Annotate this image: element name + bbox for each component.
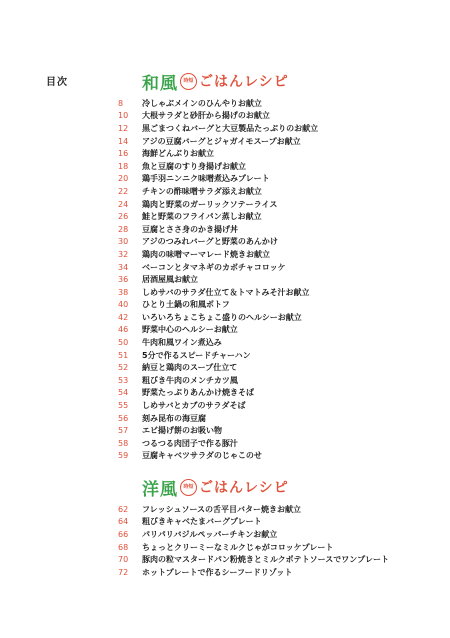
page-number: 22: [118, 186, 129, 196]
page-number: 66: [118, 529, 129, 539]
entry-title: アジの豆腐バーグとジャガイモスープお献立: [142, 136, 301, 146]
section-title-kana: ごはんレシピ: [199, 480, 289, 496]
toc-entry[interactable]: [118, 374, 318, 387]
toc-entry[interactable]: [118, 361, 318, 374]
entry-title: 豚肉の粒マスタードパン粉焼きとミルクポテトソースでワンプレート: [142, 555, 389, 565]
entry-title: つるつる肉団子で作る豚汁: [142, 438, 238, 448]
toc-entry[interactable]: [118, 399, 318, 412]
entry-title: 牛肉和風ワイン煮込み: [142, 338, 222, 348]
toc-entry[interactable]: [118, 248, 318, 261]
page-number: 8: [118, 98, 124, 108]
page-number: 68: [118, 542, 129, 552]
toc-entry[interactable]: [118, 223, 318, 236]
page-number: 57: [118, 426, 129, 436]
toc-entry[interactable]: [118, 450, 318, 463]
page-number: 58: [118, 438, 129, 448]
page-number: 52: [118, 363, 129, 373]
entry-title: ちょっとクリーミーなミルクじゃがコロッケプレート: [142, 542, 334, 552]
entry-title: エビ揚げ餅のお吸い物: [142, 426, 222, 436]
toc-entry[interactable]: [118, 349, 318, 362]
page-number: 26: [118, 212, 129, 222]
toc-entry[interactable]: [118, 122, 318, 135]
toc-entry[interactable]: [118, 412, 318, 425]
badge-label: 時短: [183, 483, 194, 490]
entry-title: 野菜たっぷりあんかけ焼きそば: [142, 388, 254, 398]
entry-title: 納豆と鶏肉のスープ仕立て: [142, 363, 238, 373]
page-number: 38: [118, 287, 129, 297]
entry-title: 鶏肉と野菜のガーリックソテーライス: [142, 199, 278, 209]
entry-title: 5分で作るスピードチャーハン: [142, 350, 251, 360]
toc-entry[interactable]: [118, 286, 318, 299]
entry-title: 黒ごまつくねバーグと大豆製品たっぷりのお献立: [142, 123, 319, 133]
section-western: [118, 476, 389, 579]
page-number: 46: [118, 325, 129, 335]
toc-entry[interactable]: [118, 566, 389, 579]
page-number: 62: [118, 504, 129, 514]
entry-title: ホットプレートで作るシーフードリゾット: [142, 567, 293, 577]
entry-title: 鶏肉の味噌マーマレード焼きお献立: [142, 249, 270, 259]
page-number: 32: [118, 249, 129, 259]
toc-entry[interactable]: [118, 336, 318, 349]
entry-title: フレッシュソースの舌平目バター焼きお献立: [142, 504, 302, 514]
page-number: 18: [118, 161, 129, 171]
entry-title: アジのつみれバーグと野菜のあんかけ: [142, 237, 278, 247]
entry-title: 野菜中心のヘルシーお献立: [142, 325, 238, 335]
entry-title: 海鮮どんぶりお献立: [142, 149, 214, 159]
page-number: 28: [118, 224, 129, 234]
entry-title: 刻み昆布の海豆腐: [142, 413, 206, 423]
section-heading: [142, 70, 318, 92]
toc-entry[interactable]: [118, 324, 318, 337]
page-number: 40: [118, 300, 129, 310]
toc-list: [118, 97, 318, 462]
toc-entry[interactable]: [118, 528, 389, 541]
entry-title: しめサバとカブのサラダそば: [142, 401, 246, 411]
section-heading: [142, 476, 389, 498]
toc-entry[interactable]: [118, 273, 318, 286]
page-number: 70: [118, 555, 129, 565]
toc-entry[interactable]: [118, 160, 318, 173]
page-number: 59: [118, 451, 129, 461]
jitan-badge-icon: [180, 479, 197, 496]
page-number: 14: [118, 136, 129, 146]
toc-entry[interactable]: [118, 210, 318, 223]
page-number: 10: [118, 111, 129, 121]
entry-title: しめサバのサラダ仕立て＆トマトみそ汁お献立: [142, 287, 310, 297]
entry-title: 冷しゃぶメインのひんやりお献立: [142, 98, 262, 108]
section-title-kanji: 和風: [142, 73, 178, 94]
toc-entry[interactable]: [118, 147, 318, 160]
page-number: 20: [118, 174, 129, 184]
entry-title: 粗びきキャベたまバーグプレート: [142, 517, 262, 527]
page-number: 55: [118, 401, 129, 411]
badge-label: 時短: [183, 77, 194, 84]
toc-entry[interactable]: [118, 387, 318, 400]
entry-title: 豆腐キャベツサラダのじゃこのせ: [142, 451, 262, 461]
entry-title: 鮭と野菜のフライパン蒸しお献立: [142, 212, 262, 222]
page-number: 36: [118, 275, 129, 285]
entry-title: 粗びき牛肉のメンチカツ風: [142, 375, 238, 385]
entry-title: 居酒屋風お献立: [142, 275, 198, 285]
toc-entry[interactable]: [118, 424, 318, 437]
entry-title: 豆腐とささ身のかき揚げ丼: [142, 224, 238, 234]
toc-entry[interactable]: [118, 299, 318, 312]
toc-entry[interactable]: [118, 198, 318, 211]
page-number: 30: [118, 237, 129, 247]
page-number: 54: [118, 388, 129, 398]
entry-title: パリパリバジルペッパーチキンお献立: [142, 529, 278, 539]
page-number: 12: [118, 123, 129, 133]
section-title-kanji: 洋風: [142, 479, 178, 500]
page-number: 51: [118, 350, 129, 360]
toc-entry[interactable]: [118, 110, 318, 123]
page-number: 16: [118, 149, 129, 159]
entry-title: 鶏手羽ニンニク味噌煮込みプレート: [142, 174, 270, 184]
page-number: 42: [118, 312, 129, 322]
section-japanese: [118, 70, 318, 462]
page-number: 64: [118, 517, 129, 527]
entry-title: 魚と豆腐のすり身揚げお献立: [142, 161, 246, 171]
entry-title: ひとり土鍋の和風ポトフ: [142, 300, 230, 310]
page-number: 24: [118, 199, 129, 209]
toc-entry[interactable]: [118, 553, 389, 566]
toc-entry[interactable]: [118, 97, 318, 110]
entry-title: いろいろちょこちょこ盛りのヘルシーお献立: [142, 312, 302, 322]
page-number: 53: [118, 375, 129, 385]
toc-entry[interactable]: [118, 236, 318, 249]
toc-entry[interactable]: [118, 516, 389, 529]
toc-entry[interactable]: [118, 503, 389, 516]
toc-entry[interactable]: [118, 185, 318, 198]
toc-list: [118, 503, 389, 579]
page-number: 56: [118, 413, 129, 423]
page-number: 50: [118, 338, 129, 348]
toc-entry[interactable]: [118, 311, 318, 324]
toc-label: 目次: [46, 77, 68, 88]
page-number: 34: [118, 262, 129, 272]
toc-entry[interactable]: [118, 261, 318, 274]
entry-title: ベーコンとタマネギのカボチャコロッケ: [142, 262, 286, 272]
toc-entry[interactable]: [118, 135, 318, 148]
toc-entry[interactable]: [118, 437, 318, 450]
page-number: 72: [118, 567, 129, 577]
toc-entry[interactable]: [118, 173, 318, 186]
entry-title: 大根サラダと砂肝から揚げのお献立: [142, 111, 270, 121]
entry-title: チキンの酢味噌サラダ添えお献立: [142, 186, 262, 196]
jitan-badge-icon: [180, 73, 197, 90]
toc-entry[interactable]: [118, 541, 389, 554]
section-title-kana: ごはんレシピ: [199, 74, 289, 90]
